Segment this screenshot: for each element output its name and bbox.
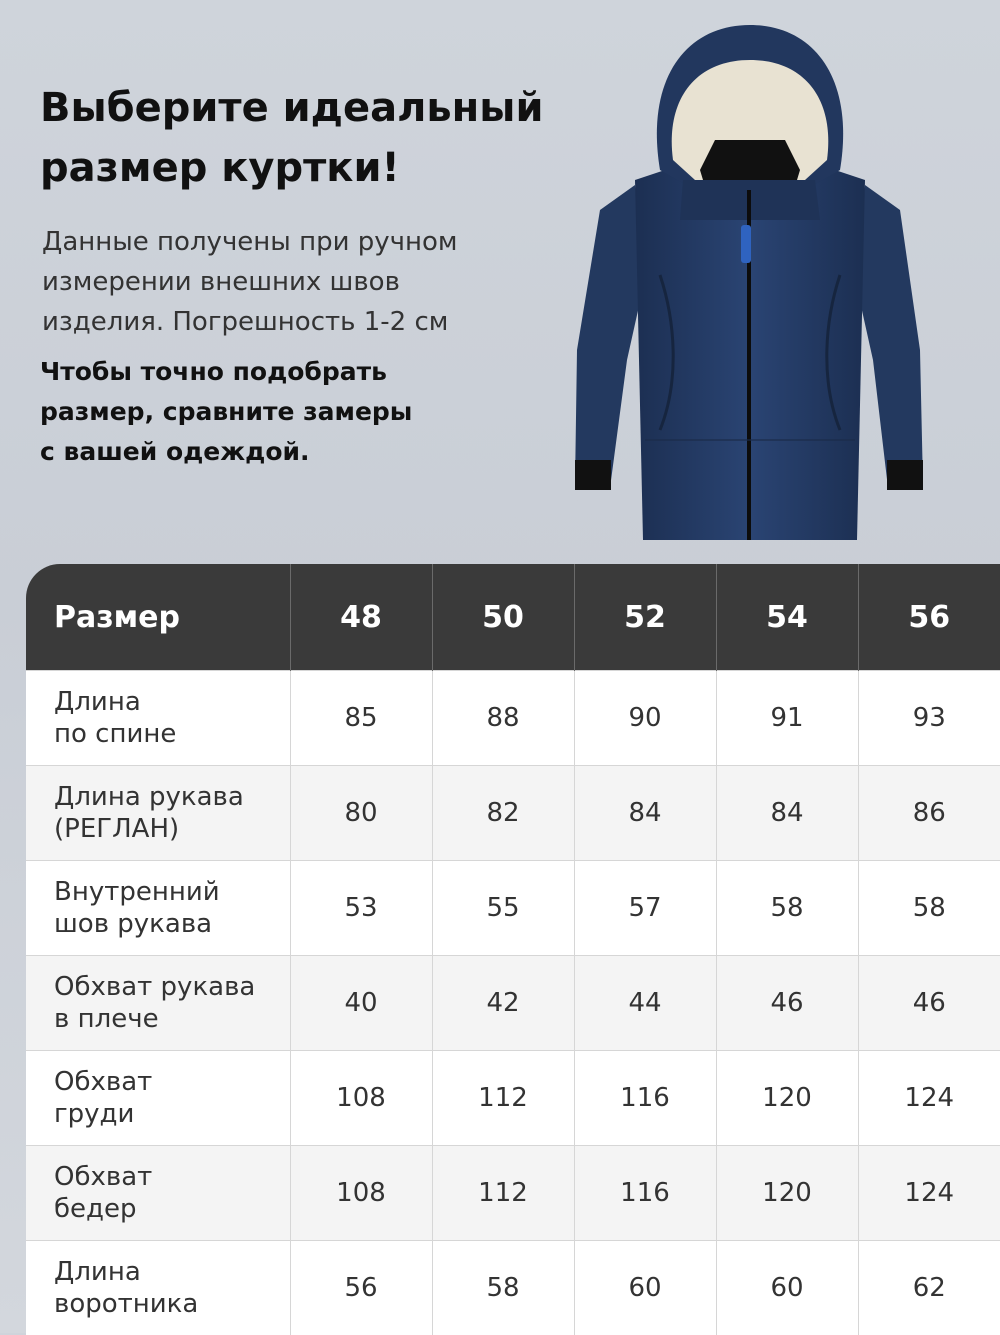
table-cell: 42	[432, 956, 574, 1051]
size-header: 48	[290, 564, 432, 671]
advice-line: размер, сравните замеры	[40, 392, 520, 432]
label-line: воротника	[54, 1288, 290, 1320]
label-line: груди	[54, 1098, 290, 1130]
label-line: Обхват	[54, 1161, 290, 1193]
table-cell: 60	[574, 1241, 716, 1335]
table-cell: 91	[716, 671, 858, 766]
table-cell: 108	[290, 1051, 432, 1146]
label-line: бедер	[54, 1193, 290, 1225]
table-cell: 116	[574, 1146, 716, 1241]
table-cell: 84	[574, 766, 716, 861]
table-cell: 116	[574, 1051, 716, 1146]
label-line: в плече	[54, 1003, 290, 1035]
table-row	[26, 1051, 1000, 1146]
table-cell: 112	[432, 1146, 574, 1241]
table-cell: 58	[858, 861, 1000, 956]
description-line: изделия. Погрешность 1-2 см	[42, 302, 512, 342]
table-cell: 46	[716, 956, 858, 1051]
table-row	[26, 861, 1000, 956]
table-cell: 88	[432, 671, 574, 766]
table-cell: 40	[290, 956, 432, 1051]
measurement-label	[26, 1051, 290, 1146]
size-chart-table	[26, 564, 1000, 1335]
table-cell: 124	[858, 1051, 1000, 1146]
table-cell: 58	[716, 861, 858, 956]
table-cell: 85	[290, 671, 432, 766]
table-cell: 58	[432, 1241, 574, 1335]
table-row	[26, 956, 1000, 1051]
jacket-image	[565, 20, 935, 550]
table-cell: 93	[858, 671, 1000, 766]
table-row	[26, 1241, 1000, 1335]
label-line: по спине	[54, 718, 290, 750]
description-line: Данные получены при ручном	[42, 222, 512, 262]
table-row	[26, 766, 1000, 861]
measurement-label	[26, 956, 290, 1051]
table-cell: 108	[290, 1146, 432, 1241]
table-cell: 53	[290, 861, 432, 956]
table-cell: 84	[716, 766, 858, 861]
label-line: (РЕГЛАН)	[54, 813, 290, 845]
table-cell: 82	[432, 766, 574, 861]
size-header: 50	[432, 564, 574, 671]
table-cell: 120	[716, 1146, 858, 1241]
table-cell: 56	[290, 1241, 432, 1335]
label-line: Обхват	[54, 1066, 290, 1098]
label-line: Обхват рукава	[54, 971, 290, 1003]
table-cell: 44	[574, 956, 716, 1051]
table-cell: 60	[716, 1241, 858, 1335]
label-line: Внутренний	[54, 876, 290, 908]
size-header: 56	[858, 564, 1000, 671]
fit-advice	[40, 352, 520, 472]
table-row	[26, 671, 1000, 766]
table-cell: 46	[858, 956, 1000, 1051]
label-line: шов рукава	[54, 908, 290, 940]
advice-line: с вашей одеждой.	[40, 432, 520, 472]
table-cell: 90	[574, 671, 716, 766]
measurement-label	[26, 766, 290, 861]
table-cell: 62	[858, 1241, 1000, 1335]
table-cell: 124	[858, 1146, 1000, 1241]
table-cell: 57	[574, 861, 716, 956]
page-title	[40, 78, 560, 198]
measurement-label	[26, 1241, 290, 1335]
size-header: 52	[574, 564, 716, 671]
table-header-row	[26, 564, 1000, 671]
table-cell: 112	[432, 1051, 574, 1146]
table-row	[26, 1146, 1000, 1241]
title-line: размер куртки!	[40, 138, 560, 198]
table-cell: 120	[716, 1051, 858, 1146]
label-line: Длина рукава	[54, 781, 290, 813]
table-cell: 55	[432, 861, 574, 956]
measurement-label	[26, 671, 290, 766]
table-cell: 86	[858, 766, 1000, 861]
size-header-label: Размер	[26, 564, 290, 671]
size-header: 54	[716, 564, 858, 671]
label-line: Длина	[54, 1256, 290, 1288]
measurement-description	[42, 222, 512, 342]
advice-line: Чтобы точно подобрать	[40, 352, 520, 392]
table-cell: 80	[290, 766, 432, 861]
description-line: измерении внешних швов	[42, 262, 512, 302]
measurement-label	[26, 861, 290, 956]
label-line: Длина	[54, 686, 290, 718]
title-line: Выберите идеальный	[40, 78, 560, 138]
measurement-label	[26, 1146, 290, 1241]
